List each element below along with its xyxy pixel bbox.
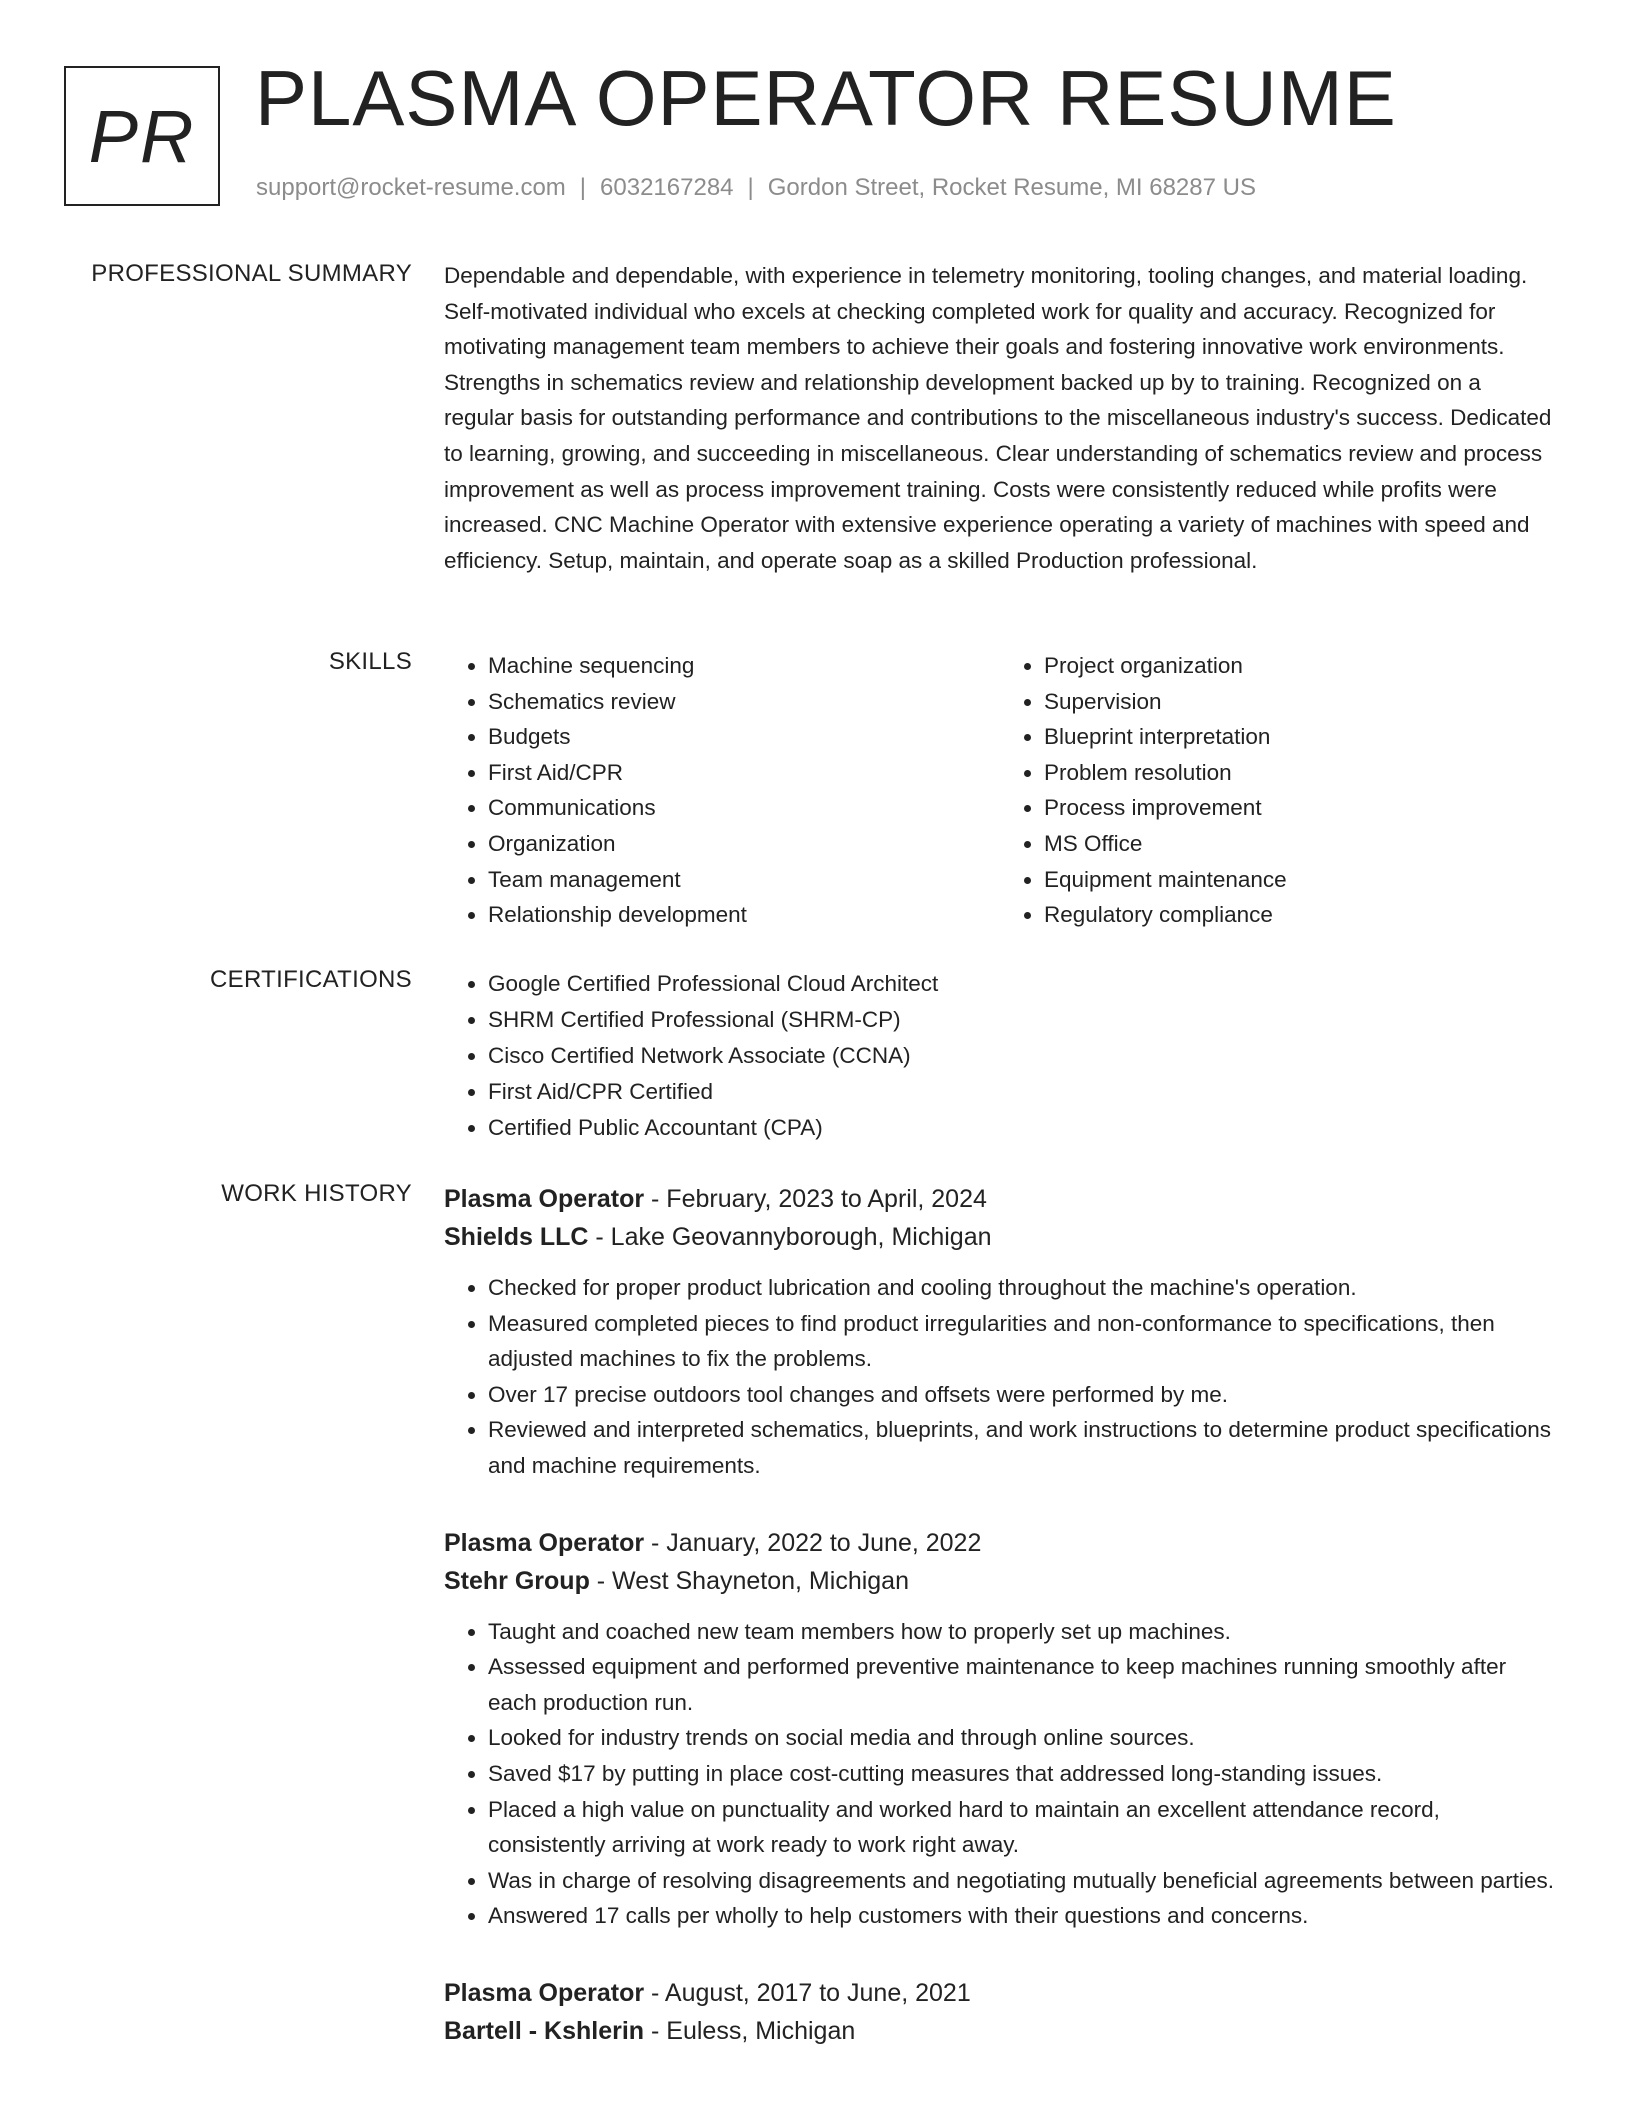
job-location: - Euless, Michigan	[644, 2016, 856, 2045]
contact-phone: 6032167284	[600, 174, 734, 201]
job-company-line	[444, 2012, 1556, 2050]
contact-address: Gordon Street, Rocket Resume, MI 68287 US	[767, 174, 1256, 201]
skill-item: • Communications	[488, 790, 1000, 826]
work-history-body	[444, 1180, 1556, 2090]
job-dates: - February, 2023 to April, 2024	[644, 1185, 987, 1213]
skill-item: • Relationship development	[488, 897, 1000, 933]
job-title: Plasma Operator	[444, 1978, 645, 2007]
certification-item: • Cisco Certified Network Associate (CCNA)	[488, 1038, 1556, 1074]
section-label-certifications: CERTIFICATIONS	[210, 966, 412, 993]
section-label-work-history: WORK HISTORY	[221, 1180, 412, 1207]
job-bullet: • Saved $17 by putting in place cost-cutting measures that addressed long-standing issues.	[488, 1756, 1556, 1792]
contact-line	[256, 174, 1256, 202]
job-bullet: • Assessed equipment and performed preventive maintenance to keep machines running smoothly after each production run.	[488, 1649, 1556, 1720]
job-entry	[444, 1524, 1556, 1934]
skills-grid	[444, 648, 1556, 933]
certification-item: • SHRM Certified Professional (SHRM-CP)	[488, 1002, 1556, 1038]
skill-item: • Machine sequencing	[488, 648, 1000, 684]
skill-item: • Process improvement	[1044, 790, 1556, 826]
job-bullet: • Looked for industry trends on social media and through online sources.	[488, 1720, 1556, 1756]
job-bullet: • Over 17 precise outdoors tool changes and offsets were performed by me.	[488, 1377, 1556, 1413]
skill-item: • First Aid/CPR	[488, 755, 1000, 791]
skill-item: • Schematics review	[488, 684, 1000, 720]
skill-item: • Regulatory compliance	[1044, 897, 1556, 933]
job-bullet: • Measured completed pieces to find product irregularities and non-conformance to specifications, then adjusted machines to fix the problems.	[488, 1306, 1556, 1377]
certifications-list	[444, 966, 1556, 1146]
skill-item: • Equipment maintenance	[1044, 862, 1556, 898]
job-bullet: • Was in charge of resolving disagreements and negotiating mutually beneficial agreements between parties.	[488, 1863, 1556, 1899]
job-bullet: • Placed a high value on punctuality and worked hard to maintain an excellent attendance record, consistently arriving at work ready to work right away.	[488, 1792, 1556, 1863]
contact-email: support@rocket-resume.com	[256, 174, 566, 201]
job-bullet: • Reviewed and interpreted schematics, blueprints, and work instructions to determine product specifications and machine requirements.	[488, 1412, 1556, 1483]
contact-separator: |	[579, 174, 587, 201]
job-entry	[444, 1974, 1556, 2050]
job-title: Plasma Operator	[444, 1528, 645, 1557]
job-company: Bartell - Kshlerin	[444, 2016, 645, 2045]
job-title-line	[444, 1974, 1556, 2012]
job-title: Plasma Operator	[444, 1185, 645, 1213]
monogram-initials: PR	[88, 94, 196, 178]
job-bullet: • Taught and coached new team members how to properly set up machines.	[488, 1614, 1556, 1650]
resume-title: PLASMA OPERATOR RESUME	[255, 54, 1397, 142]
section-label-summary: PROFESSIONAL SUMMARY	[91, 260, 412, 287]
certification-item: • First Aid/CPR Certified	[488, 1074, 1556, 1110]
job-title-line	[444, 1180, 1556, 1218]
contact-separator: |	[747, 174, 754, 201]
job-bullet: • Checked for proper product lubrication and cooling throughout the machine's operation.	[488, 1270, 1556, 1306]
skill-item: • Problem resolution	[1044, 755, 1556, 791]
job-entry	[444, 1180, 1556, 1484]
skill-item: • MS Office	[1044, 826, 1556, 862]
summary-text: Dependable and dependable, with experience in telemetry monitoring, tooling changes, and material loading. Self-motivated individual who excels at checking completed work for quality and accuracy. Recognized for motivating management team members to achieve their goals and fostering innovative work environments. Strengths in schematics review and relationship development backed up by to training. Recognized on a regular basis for outstanding performance and contributions to the miscellaneous industry's success. Dedicated to learning, growing, and succeeding in miscellaneous. Clear understanding of schematics review and process improvement as well as process improvement training. Costs were consistently reduced while profits were increased. CNC Machine Operator with extensive experience operating a variety of machines with speed and efficiency. Setup, maintain, and operate soap as a skilled Production professional.	[444, 263, 1552, 573]
monogram-box	[64, 66, 220, 206]
skill-item: • Project organization	[1044, 648, 1556, 684]
certification-item: • Certified Public Accountant (CPA)	[488, 1110, 1556, 1146]
job-dates: - August, 2017 to June, 2021	[644, 1978, 971, 2007]
skill-item: • Budgets	[488, 719, 1000, 755]
skill-item: • Team management	[488, 862, 1000, 898]
job-company: Stehr Group	[444, 1566, 590, 1595]
job-company: Shields LLC	[444, 1223, 589, 1251]
skills-list-right	[1000, 648, 1556, 933]
job-dates: - January, 2022 to June, 2022	[644, 1528, 982, 1557]
job-location: - Lake Geovannyborough, Michigan	[588, 1223, 992, 1251]
job-company-line	[444, 1562, 1556, 1600]
job-bullet: • Answered 17 calls per wholly to help customers with their questions and concerns.	[488, 1898, 1556, 1934]
skills-list-left	[444, 648, 1000, 933]
skills-body	[444, 648, 1556, 933]
job-title-line	[444, 1524, 1556, 1562]
section-label-skills: SKILLS	[328, 648, 412, 675]
skill-item: • Organization	[488, 826, 1000, 862]
job-location: - West Shayneton, Michigan	[589, 1566, 909, 1595]
skill-item: • Blueprint interpretation	[1044, 719, 1556, 755]
job-bullets	[444, 1270, 1556, 1484]
skill-item: • Supervision	[1044, 684, 1556, 720]
certification-item: • Google Certified Professional Cloud Architect	[488, 966, 1556, 1002]
job-company-line	[444, 1218, 1556, 1256]
certifications-body	[444, 966, 1556, 1146]
job-bullets	[444, 1614, 1556, 1934]
